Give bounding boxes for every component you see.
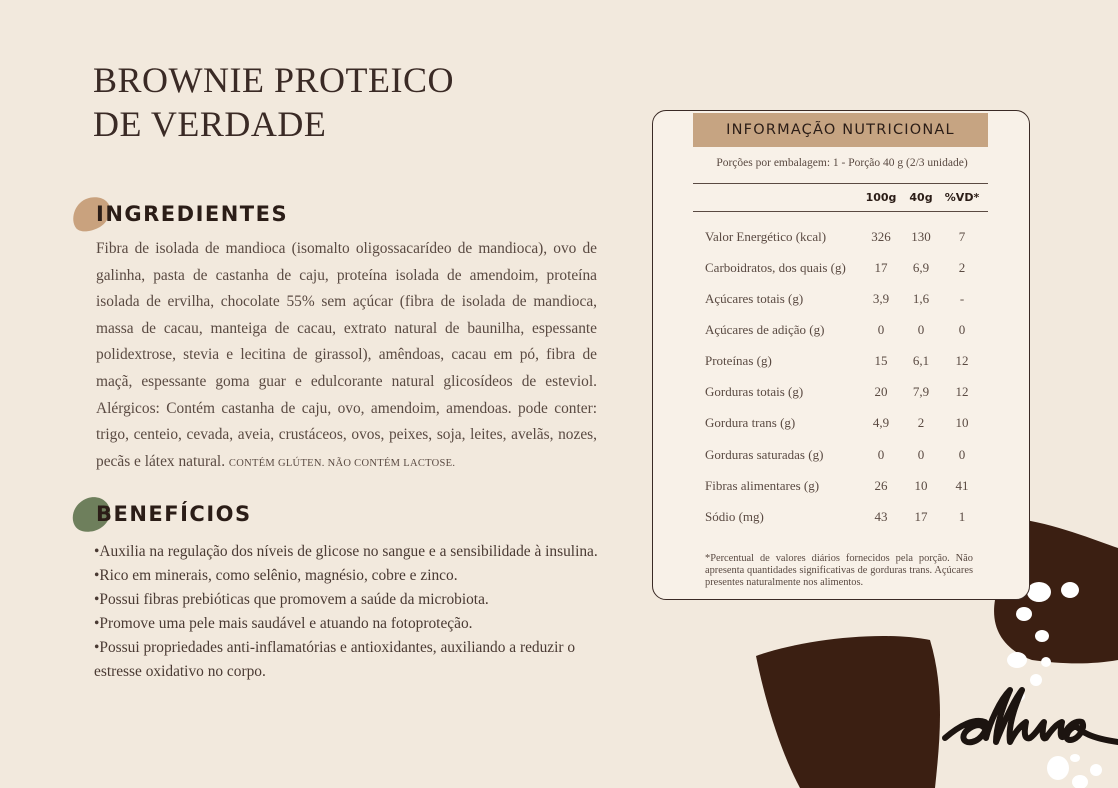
value-40g: 7,9	[912, 384, 930, 399]
value-100g: 20	[874, 384, 888, 399]
value-100g: 3,9	[872, 291, 890, 306]
nutrition-row	[653, 353, 1031, 373]
value-40g: 17	[914, 509, 928, 524]
nutrition-row	[653, 384, 1031, 404]
nutrition-column-headers	[653, 191, 1031, 211]
nutrition-row	[653, 447, 1031, 467]
benefit-item: • Rico em minerais, como selênio, magnésio, cobre e zinco.	[94, 564, 600, 588]
value-vd: 7	[958, 229, 966, 244]
value-40g: 0	[917, 447, 925, 462]
nutrient-name: Carboidratos, dos quais (g)	[705, 260, 846, 275]
ingredients-note: CONTÉM GLÚTEN. NÃO CONTÉM LACTOSE.	[228, 457, 456, 469]
nutrient-name: Valor Energético (kcal)	[705, 229, 827, 244]
nutrition-row	[653, 229, 1031, 249]
ingredients-heading: INGREDIENTES	[96, 202, 289, 226]
nutrition-heading: INFORMAÇÃO NUTRICIONAL	[693, 113, 988, 147]
value-vd: 0	[958, 322, 966, 337]
col-vd: %VD*	[944, 191, 980, 204]
benefit-item: • Possui fibras prebióticas que promovem a saúde da microbiota.	[94, 588, 600, 612]
nutrient-name: Gorduras totais (g)	[705, 384, 804, 399]
value-vd: 41	[955, 478, 969, 493]
value-40g: 2	[917, 415, 925, 430]
col-100g: 100g	[865, 191, 897, 204]
value-100g: 15	[874, 353, 888, 368]
value-40g: 10	[914, 478, 928, 493]
value-100g: 26	[874, 478, 888, 493]
nutrient-name: Gorduras saturadas (g)	[705, 447, 824, 462]
value-40g: 6,9	[912, 260, 930, 275]
value-100g: 0	[877, 322, 885, 337]
value-100g: 0	[877, 447, 885, 462]
value-vd: 0	[958, 447, 966, 462]
divider	[693, 211, 988, 212]
title-line-2: DE VERDADE	[93, 104, 327, 144]
nutrient-name: Fibras alimentares (g)	[705, 478, 820, 493]
col-40g: 40g	[909, 191, 933, 204]
value-vd: 1	[958, 509, 966, 524]
nutrition-row	[653, 415, 1031, 435]
title-line-1: BROWNIE PROTEICO	[93, 60, 454, 100]
value-100g: 17	[874, 260, 888, 275]
nutrition-row	[653, 478, 1031, 498]
nutrition-row	[653, 322, 1031, 342]
benefit-item: • Possui propriedades anti-inflamatórias e antioxidantes, auxiliando a reduzir o estresse oxidativo no corpo.	[94, 636, 600, 684]
value-40g: 1,6	[912, 291, 930, 306]
nutrient-name: Gordura trans (g)	[705, 415, 796, 430]
benefit-item: • Auxilia na regulação dos níveis de glicose no sangue e a sensibilidade à insulina.	[94, 540, 600, 564]
benefit-item: • Promove uma pele mais saudável e atuando na fotoproteção.	[94, 612, 600, 636]
value-100g: 4,9	[872, 415, 890, 430]
divider	[693, 183, 988, 184]
nutrition-footnote: *Percentual de valores diários fornecidos pela porção. Não apresenta quantidades significativas de gorduras trans. Açúcares presentes naturalmente nos alimentos.	[705, 553, 973, 588]
nutrient-name: Açúcares de adição (g)	[705, 322, 825, 337]
value-100g: 43	[874, 509, 888, 524]
value-vd: 12	[955, 384, 969, 399]
nutrition-row	[653, 509, 1031, 529]
value-vd: -	[959, 291, 965, 306]
nutrient-name: Açúcares totais (g)	[705, 291, 804, 306]
ingredients-body: Fibra de isolada de mandioca (isomalto oligossacarídeo de mandioca), ovo de galinha, pasta de castanha de caju, proteína isolada de amendoim, proteína isolada de ervilha, chocolate 55% sem açúcar (fibra de isolada de mandioca, massa de cacau, manteiga de cacau, extrato natural de baunilha, espessante polidextrose, stevia e lecitina de girassol), amêndoas, cacau em pó, fibra de maçã, espessante goma guar e edulcorante natural glicosídeos de esteviol. Alérgicos: Contém castanha de caju, ovo, amendoim, amendoas. pode conter: trigo, centeio, cevada, aveia, crustáceos, ovos, peixes, soja, leites, avelãs, nozes, pecãs e látex natural.	[96, 240, 597, 470]
nutrition-table	[652, 110, 1030, 600]
benefits-heading: BENEFÍCIOS	[96, 502, 252, 526]
value-40g: 6,1	[912, 353, 930, 368]
nutrient-name: Sódio (mg)	[705, 509, 764, 524]
value-vd: 12	[955, 353, 969, 368]
value-40g: 0	[917, 322, 925, 337]
value-vd: 2	[958, 260, 966, 275]
value-vd: 10	[955, 415, 969, 430]
nutrition-portion: Porções por embalagem: 1 - Porção 40 g (2/3 unidade)	[716, 157, 968, 169]
nutrition-row	[653, 291, 1031, 311]
nutrient-name: Proteínas (g)	[705, 353, 772, 368]
nutrition-row	[653, 260, 1031, 280]
value-40g: 130	[911, 229, 931, 244]
value-100g: 326	[871, 229, 891, 244]
